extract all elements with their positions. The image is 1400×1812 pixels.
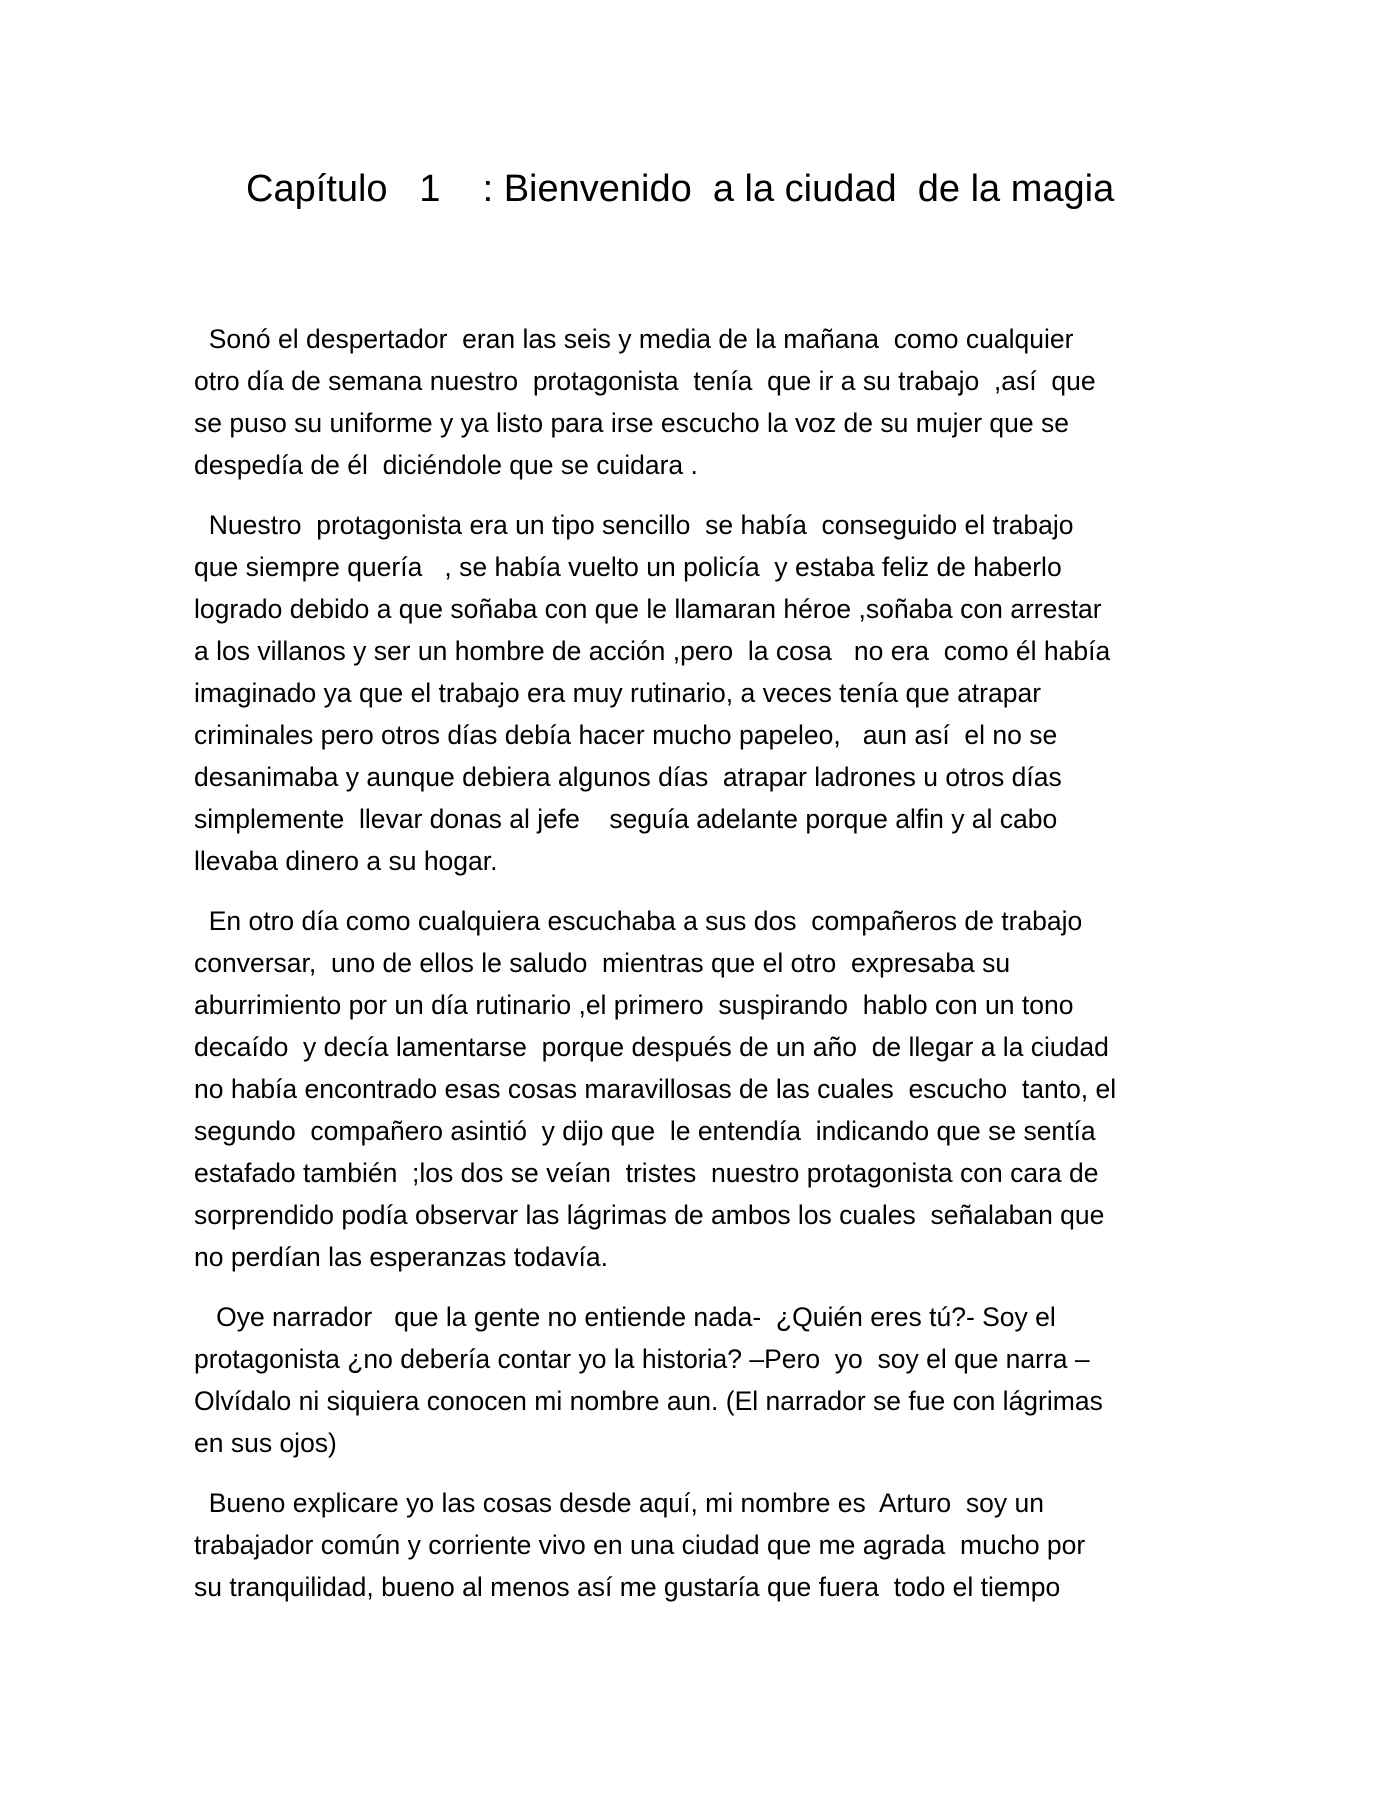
text-line: trabajador común y corriente vivo en una ciudad que me agrada mucho por	[194, 1530, 1086, 1560]
paragraph-2	[194, 504, 1204, 882]
text-line: aburrimiento por un día rutinario ,el primero suspirando hablo con un tono	[194, 990, 1074, 1020]
text-line: se puso su uniforme y ya listo para irse escucho la voz de su mujer que se	[194, 408, 1069, 438]
text-line: a los villanos y ser un hombre de acción ,pero la cosa no era como él había	[194, 636, 1111, 666]
text-line: estafado también ;los dos se veían tristes nuestro protagonista con cara de	[194, 1158, 1099, 1188]
text-line: segundo compañero asintió y dijo que le entendía indicando que se sentía	[194, 1116, 1096, 1146]
text-line: protagonista ¿no debería contar yo la historia? –Pero yo soy el que narra –	[194, 1344, 1090, 1374]
text-line: En otro día como cualquiera escuchaba a sus dos compañeros de trabajo	[194, 906, 1083, 936]
text-line: simplemente llevar donas al jefe seguía adelante porque alfin y al cabo	[194, 804, 1058, 834]
text-line: Bueno explicare yo las cosas desde aquí, mi nombre es Arturo soy un	[194, 1488, 1044, 1518]
text-line: su tranquilidad, bueno al menos así me gustaría que fuera todo el tiempo	[194, 1572, 1061, 1602]
text-line: otro día de semana nuestro protagonista tenía que ir a su trabajo ,así que	[194, 366, 1096, 396]
text-line: logrado debido a que soñaba con que le llamaran héroe ,soñaba con arrestar	[194, 594, 1102, 624]
paragraph-1	[194, 318, 1204, 486]
text-line: desanimaba y aunque debiera algunos días atrapar ladrones u otros días	[194, 762, 1062, 792]
text-line: conversar, uno de ellos le saludo mientras que el otro expresaba su	[194, 948, 1011, 978]
text-line: despedía de él diciéndole que se cuidara .	[194, 450, 698, 480]
text-line: que siempre quería , se había vuelto un policía y estaba feliz de haberlo	[194, 552, 1062, 582]
text-line: no perdían las esperanzas todavía.	[194, 1242, 608, 1272]
text-line: Sonó el despertador eran las seis y media de la mañana como cualquier	[194, 324, 1074, 354]
text-line: Nuestro protagonista era un tipo sencillo se había conseguido el trabajo	[194, 510, 1074, 540]
text-line: Oye narrador que la gente no entiende nada- ¿Quién eres tú?- Soy el	[194, 1302, 1056, 1332]
text-line: llevaba dinero a su hogar.	[194, 846, 498, 876]
text-line: sorprendido podía observar las lágrimas de ambos los cuales señalaban que	[194, 1200, 1105, 1230]
text-line: decaído y decía lamentarse porque después de un año de llegar a la ciudad	[194, 1032, 1109, 1062]
text-line: en sus ojos)	[194, 1428, 337, 1458]
text-line: imaginado ya que el trabajo era muy rutinario, a veces tenía que atrapar	[194, 678, 1042, 708]
text-line: Olvídalo ni siquiera conocen mi nombre aun. (El narrador se fue con lágrimas	[194, 1386, 1103, 1416]
paragraph-5	[194, 1482, 1204, 1608]
paragraph-3	[194, 900, 1204, 1278]
text-line: no había encontrado esas cosas maravillosas de las cuales escucho tanto, el	[194, 1074, 1117, 1104]
chapter-title: Capítulo 1 : Bienvenido a la ciudad de la magia	[246, 168, 1115, 210]
document-body	[194, 318, 1204, 1626]
paragraph-4	[194, 1296, 1204, 1464]
text-line: criminales pero otros días debía hacer mucho papeleo, aun así el no se	[194, 720, 1058, 750]
